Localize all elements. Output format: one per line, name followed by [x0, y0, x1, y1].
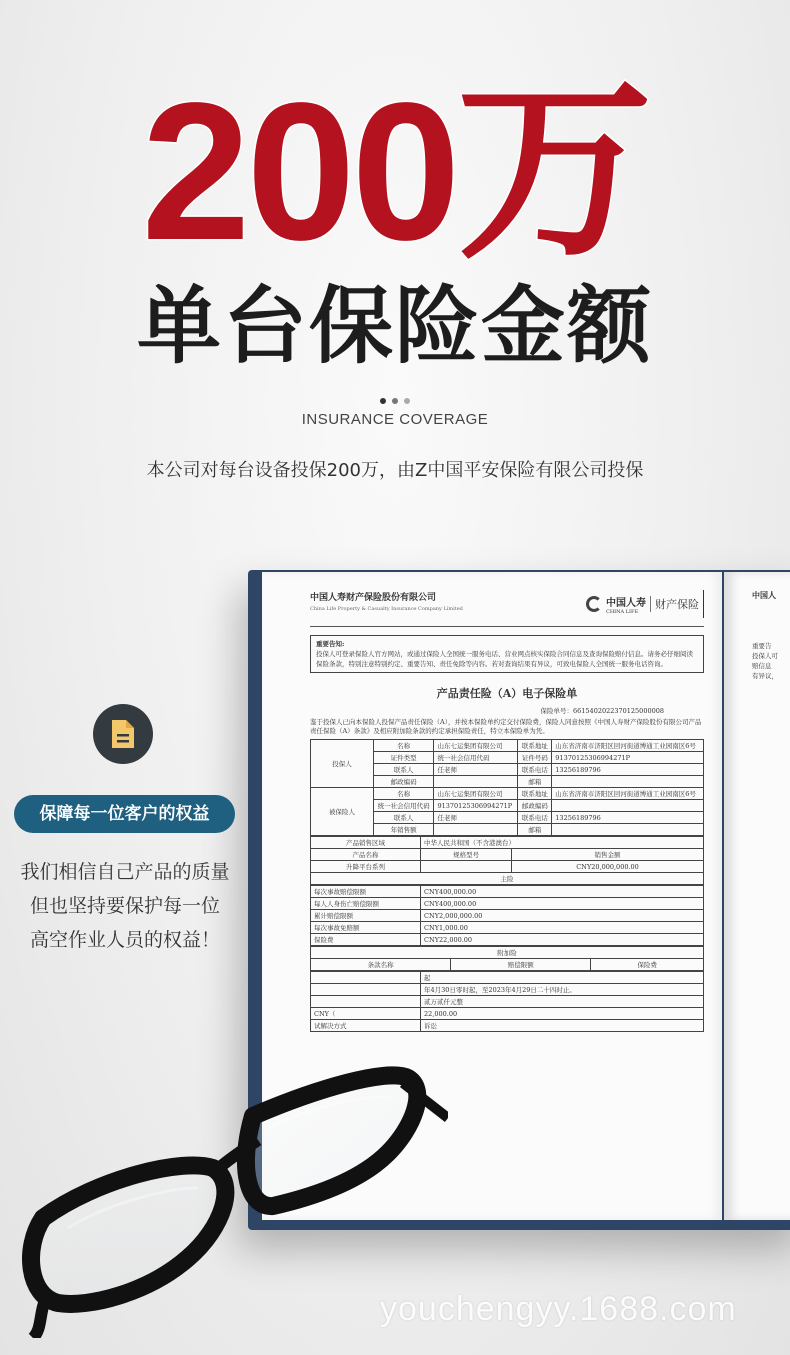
dot-2	[392, 398, 398, 404]
tail-table	[310, 971, 704, 1032]
policy-number: 保险单号：6615402022370125000008	[540, 707, 664, 715]
table-row	[311, 1020, 704, 1032]
watermark: youchengyy.1688.com	[380, 1290, 737, 1328]
table-cell: 山东省济南市济阳区回河街道博通工业园南区6号	[552, 788, 704, 800]
table-row	[311, 984, 704, 996]
product-header: 产品名称	[311, 849, 421, 861]
addon-header: 附加险	[311, 947, 704, 959]
product-cell: 升降平台系列	[311, 861, 421, 873]
table-cell: 联系地址	[518, 740, 552, 752]
table-cell: 保险费	[311, 934, 421, 946]
addon-col: 赔偿限额	[451, 959, 591, 971]
table-cell	[552, 800, 704, 812]
company-logo	[586, 590, 704, 618]
table-cell: 13256189796	[552, 764, 704, 776]
table-cell: 联系人	[373, 812, 434, 824]
customer-rights-pill: 保障每一位客户的权益	[14, 795, 235, 833]
table-cell: 起	[421, 972, 704, 984]
insured-table	[310, 739, 704, 836]
table-cell: 邮箱	[518, 776, 552, 788]
main-header: 主险	[311, 873, 704, 885]
belief-text	[0, 855, 250, 957]
table-row	[311, 972, 704, 984]
table-cell: 联系电话	[518, 764, 552, 776]
party-group: 投保人	[311, 740, 374, 788]
table-cell: CNY400,000.00	[421, 898, 704, 910]
product-header: 规格型号	[421, 849, 512, 861]
policy-title: 产品责任险（A）电子保险单	[436, 687, 578, 700]
table-cell: 邮箱	[518, 824, 552, 836]
table-row	[311, 886, 704, 898]
table-cell: 联系地址	[518, 788, 552, 800]
policy-preface: 鉴于投保人已向本保险人投保产品责任保险（A），并按本保险单约定交付保险费，保险人同意按照《中国人寿财产保险股份有限公司产品责任保险（A）条款》及相应附加险条款的约定承担保险责任，特立本保险单为凭。	[310, 718, 702, 735]
table-cell: 91370125306994271P	[552, 752, 704, 764]
logo-en: CHINA LIFE	[606, 608, 639, 615]
table-cell	[311, 984, 421, 996]
table-cell: 每次事故赔偿限额	[311, 886, 421, 898]
table-row	[311, 996, 704, 1008]
table-cell: 试解决方式	[311, 1020, 421, 1032]
table-row	[311, 922, 704, 934]
table-cell: CNY2,000,000.00	[421, 910, 704, 922]
company-name-en: China Life Property & Casualty Insurance Company Limited	[310, 606, 463, 612]
table-cell	[434, 824, 518, 836]
table-row	[311, 898, 704, 910]
table-row	[311, 934, 704, 946]
table-cell: CNY（	[311, 1008, 421, 1020]
table-row	[311, 910, 704, 922]
coverage-subtitle: 单台保险金额	[136, 277, 653, 375]
table-cell: 山东七运集团有限公司	[434, 788, 518, 800]
table-cell: 证件类型	[373, 752, 434, 764]
next-page	[724, 572, 790, 1220]
product-header: 销售金额	[512, 849, 704, 861]
table-cell	[434, 776, 518, 788]
right-page-line: 赔信息	[752, 662, 772, 670]
addon-col: 条款名称	[311, 959, 451, 971]
notice-title: 重要告知:	[316, 640, 345, 648]
table-cell: CNY22,000.00	[421, 934, 704, 946]
table-cell: 每次事故免赔额	[311, 922, 421, 934]
table-cell: 邮政编码	[518, 800, 552, 812]
table-cell: 年4月30日零时起，至2023年4月29日二十四时止。	[421, 984, 704, 996]
table-cell: 13256189796	[552, 812, 704, 824]
table-cell: 22,000.00	[421, 1008, 704, 1020]
dot-3	[404, 398, 410, 404]
table-cell: 统一社会信用代码	[373, 800, 434, 812]
right-page-company: 中国人	[752, 590, 776, 600]
table-cell	[552, 776, 704, 788]
product-cell	[421, 861, 512, 873]
table-cell: CNY400,000.00	[421, 886, 704, 898]
right-page-line: 重要告	[752, 642, 772, 650]
dot-1	[380, 398, 386, 404]
table-cell: 山东省济南市济阳区回河街道博通工业园南区6号	[552, 740, 704, 752]
table-cell: 邮政编码	[373, 776, 434, 788]
table-cell: 山东七运集团有限公司	[434, 740, 518, 752]
table-cell: 任老师	[434, 812, 518, 824]
table-cell: 年销售额	[373, 824, 434, 836]
table-cell: 91370125306994271P	[434, 800, 518, 812]
belief-line: 高空作业人员的权益！	[29, 929, 220, 951]
table-row	[311, 740, 704, 752]
document-badge	[93, 704, 153, 764]
region-value: 中华人民共和国（不含港澳台）	[421, 837, 704, 849]
logo-cn: 中国人寿	[606, 597, 646, 609]
coverage-amount: 200万	[141, 62, 649, 281]
table-cell: 统一社会信用代码	[434, 752, 518, 764]
product-table	[310, 836, 704, 885]
table-cell	[311, 996, 421, 1008]
table-cell: 诉讼	[421, 1020, 704, 1032]
belief-line: 但也坚持要保护每一位	[29, 895, 220, 917]
table-cell: 联系电话	[518, 812, 552, 824]
notice-box	[310, 635, 704, 673]
party-group: 被保险人	[311, 788, 374, 836]
notice-body: 投保人可登录保险人官方网站，或通过保险人全国统一服务电话、营业网点核实保险合同信息及查询保险赔付信息。请务必仔细阅读保险条款，特别注意特别约定、重要告知、责任免除等内容。若对查询结果有异议，可致电保险人全国统一服务电话咨询。	[316, 650, 693, 668]
table-cell: 证件号码	[518, 752, 552, 764]
insurance-coverage-label: INSURANCE COVERAGE	[301, 411, 489, 428]
table-cell: 贰万贰仟元整	[421, 996, 704, 1008]
main-coverage-table	[310, 885, 704, 946]
china-life-logo-icon	[586, 596, 602, 612]
belief-line: 我们相信自己产品的质量	[20, 861, 230, 883]
table-cell: CNY1,000.00	[421, 922, 704, 934]
document-icon	[109, 718, 137, 750]
product-cell: CNY20,000,000.00	[512, 861, 704, 873]
header-rule	[310, 626, 704, 627]
table-cell: 累计赔偿限额	[311, 910, 421, 922]
table-row	[311, 1008, 704, 1020]
table-cell: 联系人	[373, 764, 434, 776]
table-cell: 每人人身伤亡赔偿限额	[311, 898, 421, 910]
intro-text: 本公司对每台设备投保200万，由Z中国平安保险有限公司投保	[146, 460, 644, 481]
table-cell	[552, 824, 704, 836]
table-cell: 名称	[373, 740, 434, 752]
table-cell	[311, 972, 421, 984]
addon-table	[310, 946, 704, 971]
right-page-line: 投保人可	[752, 652, 778, 660]
carousel-dots	[0, 389, 790, 399]
right-page-line: 有异议，	[752, 672, 778, 680]
logo-category: 财产保险	[650, 596, 699, 612]
table-cell: 任老师	[434, 764, 518, 776]
table-cell: 名称	[373, 788, 434, 800]
company-name: 中国人寿财产保险股份有限公司	[310, 593, 437, 603]
region-label: 产品销售区域	[311, 837, 421, 849]
addon-col: 保险费	[591, 959, 704, 971]
table-row	[311, 788, 704, 800]
